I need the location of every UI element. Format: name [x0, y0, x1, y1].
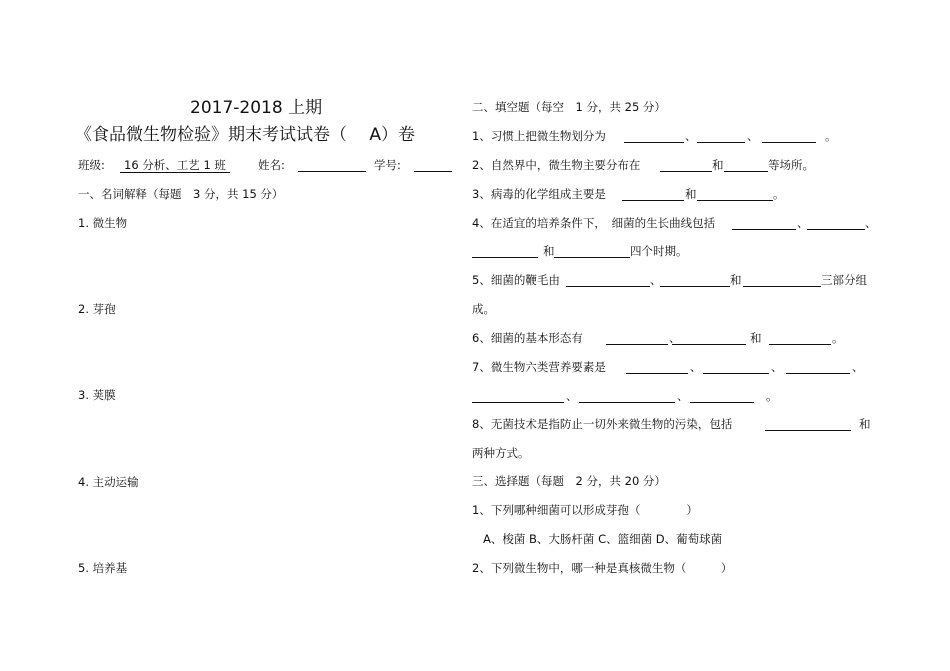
fill-blank[interactable] [626, 362, 688, 374]
separator: 、 [797, 216, 809, 230]
fill-blank[interactable] [472, 391, 564, 403]
period: 。 [825, 129, 837, 143]
fill-blank[interactable] [765, 419, 851, 431]
fill-blank[interactable] [672, 333, 746, 345]
id-blank[interactable] [414, 160, 452, 172]
term-item: 5. 培养基 [78, 561, 128, 575]
fill-q6-and: 和 [750, 331, 762, 345]
fill-blank[interactable] [786, 362, 850, 374]
fill-blank[interactable] [579, 391, 675, 403]
fill-blank[interactable] [622, 189, 684, 201]
separator: 、 [650, 273, 662, 287]
fill-q2-and: 和 [712, 158, 724, 172]
section1-heading: 一、名词解释（每题 3 分，共 15 分） [78, 187, 284, 201]
fill-q3: 3、病毒的化学组成主要是 [472, 187, 606, 201]
fill-blank[interactable] [660, 275, 730, 287]
term-item: 2. 芽孢 [78, 302, 116, 316]
choice-q1: 1、下列哪种细菌可以形成芽孢（ ） [472, 503, 698, 517]
term-item: 4. 主动运输 [78, 475, 139, 489]
fill-blank[interactable] [690, 391, 754, 403]
fill-q7: 7、微生物六类营养要素是 [472, 360, 606, 374]
class-value: 16 分析、工艺 1 班 [120, 158, 230, 173]
fill-blank[interactable] [472, 246, 538, 258]
period: 。 [773, 187, 785, 201]
section2-heading: 二、填空题（每空 1 分，共 25 分） [472, 100, 666, 114]
exam-title: 《食品微生物检验》期末考试试卷（ A）卷 [75, 125, 416, 145]
name-label: 姓名: [258, 158, 285, 172]
period: 。 [766, 389, 778, 403]
fill-blank[interactable] [566, 275, 650, 287]
section3-heading: 三、选择题（每题 2 分，共 20 分） [472, 474, 666, 488]
fill-q5: 5、细菌的鞭毛由 [472, 273, 560, 287]
fill-q8-end: 两种方式。 [472, 446, 530, 460]
fill-blank[interactable] [769, 333, 831, 345]
separator: 、 [690, 360, 702, 374]
name-blank[interactable] [298, 160, 366, 172]
id-label: 学号: [374, 158, 401, 172]
fill-blank[interactable] [732, 218, 796, 230]
fill-q4-and: 和 [543, 244, 555, 258]
fill-blank[interactable] [697, 189, 773, 201]
fill-q4: 4、在适宜的培养条件下， 细菌的生长曲线包括 [472, 216, 716, 230]
fill-blank[interactable] [606, 333, 668, 345]
fill-q5-and: 和 [730, 273, 742, 287]
separator: 、 [771, 360, 783, 374]
fill-q5-end: 成。 [472, 302, 495, 316]
fill-blank[interactable] [703, 362, 769, 374]
fill-q4-end: 四个时期。 [630, 244, 688, 258]
separator: 、 [852, 360, 864, 374]
fill-q6: 6、细菌的基本形态有 [472, 331, 583, 345]
term-item: 3. 荚膜 [78, 388, 116, 402]
fill-blank[interactable] [724, 160, 768, 172]
fill-blank[interactable] [743, 275, 821, 287]
fill-q1: 1、习惯上把微生物划分为 [472, 129, 606, 143]
fill-blank[interactable] [762, 131, 816, 143]
separator: 、 [747, 129, 759, 143]
choice-q1-options: A、梭菌 B、大肠杆菌 C、篮细菌 D、葡萄球菌 [483, 532, 723, 546]
fill-q5-tail: 三部分组 [821, 273, 867, 287]
term-item: 1. 微生物 [78, 216, 128, 230]
separator: 、 [865, 216, 877, 230]
separator: 、 [685, 129, 697, 143]
fill-q2-end: 等场所。 [768, 158, 814, 172]
fill-blank[interactable] [807, 218, 865, 230]
exam-year: 2017-2018 上期 [190, 98, 323, 118]
separator: 、 [566, 389, 578, 403]
class-label: 班级: [78, 158, 105, 172]
separator: 、 [677, 389, 689, 403]
period: 。 [832, 331, 844, 345]
fill-q3-and: 和 [685, 187, 697, 201]
fill-blank[interactable] [624, 131, 684, 143]
fill-q8-and: 和 [859, 417, 871, 431]
fill-q8: 8、无菌技术是指防止一切外来微生物的污染，包括 [472, 417, 733, 431]
fill-blank[interactable] [554, 246, 630, 258]
fill-q2: 2、自然界中，微生物主要分布在 [472, 158, 641, 172]
fill-blank[interactable] [660, 160, 712, 172]
separator: 、 [669, 331, 681, 345]
fill-blank[interactable] [697, 131, 745, 143]
choice-q2: 2、下列微生物中，哪一种是真核微生物（ ） [472, 561, 733, 575]
